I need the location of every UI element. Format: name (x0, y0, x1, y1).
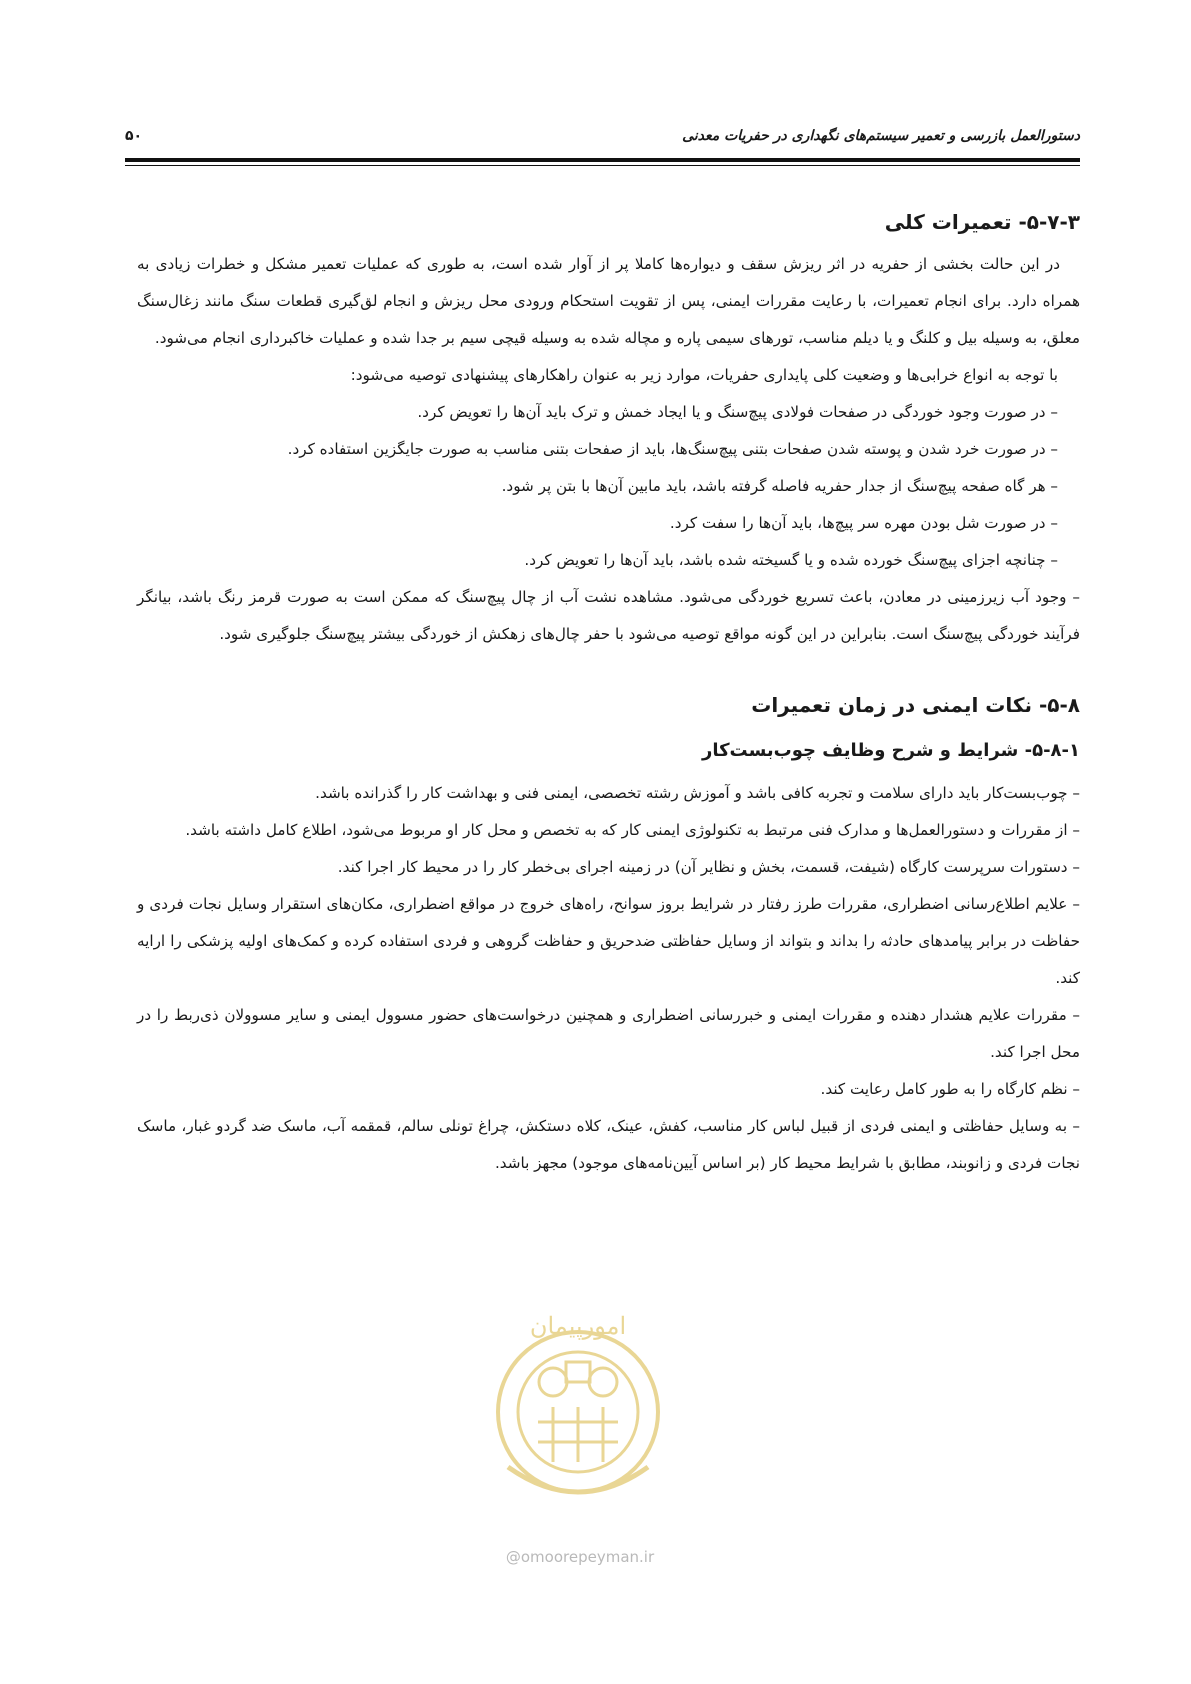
list-item: – هر گاه صفحه پیچ‌سنگ از جدار حفریه فاصله گرفته باشد، باید مابین آن‌ها با بتن پر شود. (501, 477, 1058, 495)
header-rule-thick (125, 158, 1080, 162)
paragraph-general-repairs: در این حالت بخشی از حفریه در اثر ریزش سقف و دیواره‌ها کاملا پر از آوار شده است، به طوری که عملیات تعمیر مشکل و خطرات زیادی به همراه دارد. برای انجام تعمیرات، با رعایت مقررات ایمنی، پس از تقویت استحکام ورودی محل ریزش و انجام لق‌گیری قطعات سنگ مانند زغال‌سنگ معلق، به وسیله بیل و کلنگ و یا دیلم مناسب، تورهای سیمی پاره و مچاله شده به وسیله قیچی سیم بر جدا شده و عملیات خاکبرداری انجام می‌شود. (137, 255, 1080, 347)
paragraph-recommendations-intro: با توجه به انواع خرابی‌ها و وضعیت کلی پایداری حفریات، موارد زیر به عنوان راهکارهای پیشنهادی توصیه می‌شود: (350, 366, 1058, 384)
list-item: – در صورت شل بودن مهره سر پیچ‌ها، باید آن‌ها را سفت کرد. (669, 514, 1058, 532)
body-content (137, 208, 1080, 1182)
heading-5-7-3: ۵-۷-۳- تعمیرات کلی (884, 210, 1080, 234)
list-item: – دستورات سرپرست کارگاه (شیفت، قسمت، بخش و نظایر آن) در زمینه اجرای بی‌خطر کار را در محیط کار اجرا کند. (337, 858, 1080, 876)
heading-5-8: ۵-۸- نکات ایمنی در زمان تعمیرات (751, 693, 1080, 717)
list-item: – علایم اطلاع‌رسانی اضطراری، مقررات طرز رفتار در شرایط بروز سوانح، راه‌های خروج در مواقع اضطراری، مکان‌های استقرار وسایل نجات فردی و حفاظت در برابر پیامدهای حادثه را بداند و بتواند از وسایل حفاظتی ضدحریق و حفاظت گروهی و فردی استفاده کرده و کمک‌های اولیه پزشکی را ارایه کند. (137, 895, 1080, 987)
list-item: – در صورت وجود خوردگی در صفحات فولادی پیچ‌سنگ و یا ایجاد خمش و ترک باید آن‌ها را تعویض کرد. (417, 403, 1058, 421)
paragraph-groundwater: – وجود آب زیرزمینی در معادن، باعث تسریع خوردگی می‌شود. مشاهده نشت آب از چال پیچ‌سنگ که ممکن است به صورت قرمز رنگ باشد، بیانگر فرآیند خوردگی پیچ‌سنگ است. بنابراین در این گونه مواقع توصیه می‌شود با حفر چال‌های زهکش از خوردگی بیشتر پیچ‌سنگ جلوگیری شود. (137, 588, 1080, 643)
list-item: – چنانچه اجزای پیچ‌سنگ خورده شده و یا گسیخته شده باشد، باید آن‌ها را تعویض کرد. (524, 551, 1058, 569)
running-header (125, 128, 1080, 150)
heading-5-8-1: ۵-۸-۱- شرایط و شرح وظایف چوب‌بست‌کار (701, 740, 1080, 761)
watermark-logo-text: امورپیمان (529, 1312, 627, 1340)
watermark-seal-icon (478, 1302, 678, 1532)
list-item: – مقررات علایم هشدار دهنده و مقررات ایمنی و خبررسانی اضطراری و همچنین درخواست‌های حضور مسوول ایمنی و سایر مسوولان ذی‌ربط را در محل اجرا کند. (137, 1006, 1080, 1061)
list-item: – از مقررات و دستورالعمل‌ها و مدارک فنی مرتبط به تکنولوژی ایمنی کار که به تخصص و محل کار او مربوط می‌شود، اطلاع کامل داشته باشد. (185, 821, 1080, 839)
list-item: – به وسایل حفاظتی و ایمنی فردی از قبیل لباس کار مناسب، کفش، عینک، کلاه دستکش، چراغ تونلی سالم، قمقمه آب، ماسک ضد گردو غبار، ماسک نجات فردی و زانوبند، مطابق با شرایط محیط کار (بر اساس آیین‌نامه‌های موجود) مجهز باشد. (137, 1117, 1080, 1172)
list-item: – نظم کارگاه را به طور کامل رعایت کند. (820, 1080, 1080, 1098)
list-item: – چوب‌بست‌کار باید دارای سلامت و تجربه کافی باشد و آموزش رشته تخصصی، ایمنی فنی و بهداشت کار را گذرانده باشد. (315, 784, 1080, 802)
page-number: ۵۰ (125, 128, 143, 144)
header-title: دستورالعمل بازرسی و تعمیر سیستم‌های نگهداری در حفریات معدنی (682, 128, 1080, 144)
watermark-url: @omoorepeyman.ir (505, 1548, 655, 1566)
header-rule-thin (125, 165, 1080, 166)
list-item: – در صورت خرد شدن و پوسته شدن صفحات بتنی پیچ‌سنگ‌ها، باید از صفحات بتنی مناسب به صورت جایگزین استفاده کرد. (287, 440, 1058, 458)
